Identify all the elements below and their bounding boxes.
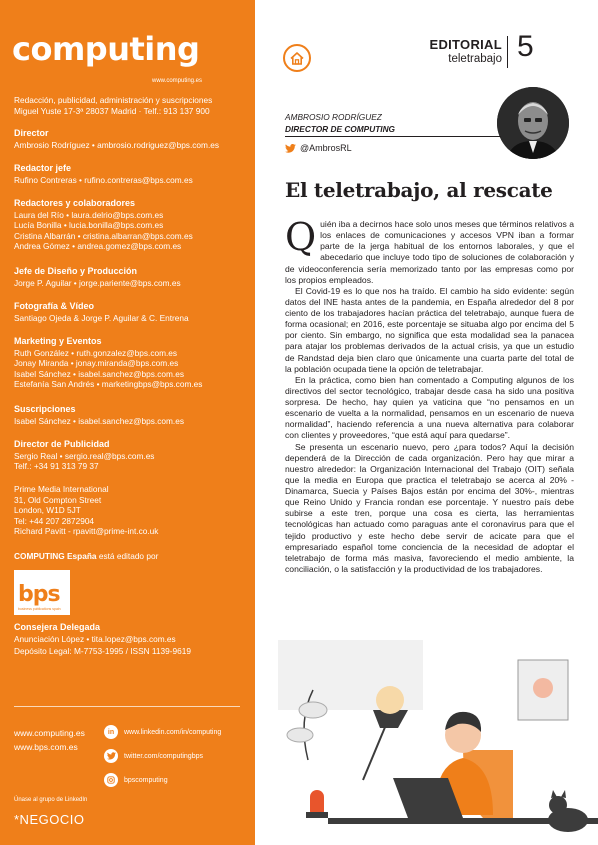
section-heading: Fotografía & Vídeo: [14, 301, 95, 311]
staff-line: Ruth González • ruth.gonzalez@bps.com.es: [14, 347, 178, 358]
redactor-section: [14, 163, 250, 185]
twitter-link[interactable]: [104, 749, 203, 763]
instagram-icon: [104, 773, 118, 787]
footer-urls: [14, 726, 85, 754]
paragraph-text: uién iba a decirnos hace solo unos meses que términos relativos a los enlaces de comunicaciones y accesos VPN iban a formar parte de la jerga habitual de los entornos laborales, y que el abecedario que incluye todo tipo de soluciones de colaboración y de videoconferencia sería memorizado tanto por las empresas como por los propios empleados.: [285, 219, 574, 285]
join-linkedin-text: Únase al grupo de LinkedIn: [14, 797, 88, 803]
staff-line: Jonay Miranda • jonay.miranda@bps.com.es: [14, 358, 179, 369]
paragraph: [285, 215, 574, 286]
computing-url-link[interactable]: www.computing.es: [14, 728, 85, 738]
deposito-line: Depósito Legal: M-7753-1995 / ISSN 1139-9619: [14, 646, 191, 656]
sidebar-divider: [14, 706, 240, 707]
staff-line: Rufino Contreras • rufino.contreras@bps.com.es: [14, 174, 193, 185]
staff-line: Cristina Albarrán • cristina.albarran@bps.com.es: [14, 230, 193, 241]
staff-line: Jorge P. Aguilar • jorge.pariente@bps.com.es: [14, 277, 181, 288]
twitter-icon: [104, 749, 118, 763]
instagram-handle: bpscomputing: [124, 776, 168, 784]
section-heading: Redactores y colaboradores: [14, 198, 136, 208]
logo-url: www.computing.es: [152, 78, 203, 84]
colab-section: [14, 198, 250, 252]
section-heading: Director: [14, 128, 49, 138]
staff-line: Estefanía San Andrés • marketingbps@bps.com.es: [14, 379, 203, 390]
staff-line: Telf.: +34 91 313 79 37: [14, 461, 99, 472]
staff-line: Richard Pavitt - rpavitt@prime-int.co.uk: [14, 526, 159, 537]
header-divider: [507, 36, 508, 68]
section-subtitle: teletrabajo: [448, 53, 502, 65]
diseno-section: [14, 266, 250, 288]
contact-info: [14, 95, 250, 117]
twitter-handle: @AmbrosRL: [300, 143, 352, 153]
staff-line: Ambrosio Rodríguez • ambrosio.rodriguez@bps.com.es: [14, 139, 220, 150]
bps-url-link[interactable]: www.bps.com.es: [14, 742, 78, 752]
masthead-sidebar: [0, 0, 255, 845]
remote-work-illustration: [268, 640, 598, 845]
twitter-icon: [285, 144, 296, 153]
bps-logo: [14, 570, 70, 615]
prime-section: [14, 484, 250, 537]
computing-logo: computing: [12, 30, 200, 68]
author-rule: [285, 136, 501, 137]
section-heading: Redactor jefe: [14, 163, 72, 173]
director-section: [14, 128, 250, 150]
author-name: AMBROSIO RODRÍGUEZ: [285, 112, 382, 122]
section-heading: Director de Publicidad: [14, 439, 110, 449]
linkedin-icon: in: [104, 725, 118, 739]
staff-line: Lucía Bonilla • lucia.bonilla@bps.com.es: [14, 220, 164, 231]
instagram-link[interactable]: [104, 773, 168, 787]
staff-line: London, W1D 5JT: [14, 505, 81, 516]
author-role: DIRECTOR DE COMPUTING: [285, 124, 396, 134]
foto-section: [14, 301, 250, 323]
edited-by: [14, 551, 250, 562]
section-heading: Suscripciones: [14, 404, 76, 414]
section-heading: Consejera Delegada: [14, 622, 101, 632]
twitter-url: twitter.com/computingbps: [124, 752, 203, 760]
page-number: 5: [517, 30, 534, 63]
linkedin-link[interactable]: [104, 725, 221, 739]
staff-line: Anunciación López • tita.lopez@bps.com.es: [14, 633, 176, 644]
section-heading: Marketing y Eventos: [14, 336, 102, 346]
article-body: [285, 215, 574, 575]
staff-line: Andrea Gómez • andrea.gomez@bps.com.es: [14, 241, 182, 252]
staff-line: Prime Media International: [14, 484, 109, 494]
bps-logo-sub: business publications spain: [18, 607, 61, 611]
author-twitter-link[interactable]: [285, 143, 352, 153]
publicidad-section: [14, 439, 250, 472]
paragraph: En la práctica, como bien han comentado a Computing algunos de los directivos del sector tecnológico, trabajar desde casa ha sido una positiva sorpresa. De hecho, hay quien ya vaticina que “no pensamos en un escenario de vuelta a la normalidad, pensamos en un escenario de nueva normalidad”, haciendo referencia a una nueva alternativa para colaborar con clientes y proveedores, “que está aquí para quedarse”.: [285, 374, 574, 441]
section-header: [429, 37, 502, 65]
section-heading: Jefe de Diseño y Producción: [14, 266, 138, 276]
edited-bold: COMPUTING España: [14, 551, 97, 561]
mkt-section: [14, 336, 250, 390]
staff-line: Laura del Río • laura.delrio@bps.com.es: [14, 209, 164, 220]
paragraph: Se presenta un escenario nuevo, pero ¿para todos? Aquí la decisión dependerá de la Dirección de cada organización. Pero hay que mirar a nuestro alrededor: la Organización Internacional del Trabajo (OIT) señala que la media en Europa que practica el teletrabajo se acerca al 20% -Dinamarca, Suecia y Países Bajos están por encima del 30%-, mientras que Reino Unido y Francia rondan ese porcentaje. Y nuestro país debe subirse a este tren, porque una cosa es cierta, las herramientas tecnológicas han actuado como paraguas ante el coronavirus para que el tejido productivo y este hecho debe servir de acicate para que el empresariado español tome conciencia de la necesidad de adoptar el teletrabajo de forma más masiva, favoreciendo el medio ambiente, la conciliación, o la satisfacción y la productividad de los trabajadores.: [285, 441, 574, 574]
consejera-section: [14, 622, 250, 644]
drop-cap: Q: [285, 215, 317, 259]
staff-line: Tel: +44 207 2872904: [14, 515, 95, 526]
deposito: [14, 646, 250, 657]
info-line: Miguel Yuste 17-3ª 28037 Madrid · Telf.: 913 137 900: [14, 106, 210, 116]
susc-section: [14, 404, 250, 426]
section-title: EDITORIAL: [429, 37, 502, 52]
home-icon: [283, 44, 311, 72]
linkedin-url: www.linkedin.com/in/computing: [124, 728, 222, 736]
staff-line: Santiago Ojeda & Jorge P. Aguilar & C. Entrena: [14, 312, 189, 323]
staff-line: Isabel Sánchez • isabel.sanchez@bps.com.es: [14, 368, 184, 379]
info-line: Redacción, publicidad, administración y suscripciones: [14, 95, 213, 105]
negocio-logo: *NEGOCIO: [14, 812, 85, 827]
staff-line: 31, Old Compton Street: [14, 494, 102, 505]
bps-logo-text: bps: [18, 582, 60, 607]
staff-line: Isabel Sánchez • isabel.sanchez@bps.com.es: [14, 415, 184, 426]
staff-line: Sergio Real • sergio.real@bps.com.es: [14, 450, 155, 461]
article-headline: El teletrabajo, al rescate: [285, 178, 553, 202]
paragraph: El Covid-19 es lo que nos ha traído. El cambio ha sido evidente: según datos del INE hasta antes de la pandemia, en España alrededor del 8 por ciento de los trabajadores hacían práctica del teletrabajo, aunque fuera de forma ocasional; en 2016, este porcentaje se situaba algo por encima del 5 por ciento. Sin embargo, no significa que esta modalidad sea la panacea para atajar los problemas derivados de la actual crisis, ya que un estudio de Randstad deja bien claro que únicamente una cuarta parte del total de la población ocupada tiene la opción de teletrabajar.: [285, 285, 574, 374]
author-photo: [497, 87, 569, 159]
edited-rest: está editado por: [96, 551, 159, 561]
